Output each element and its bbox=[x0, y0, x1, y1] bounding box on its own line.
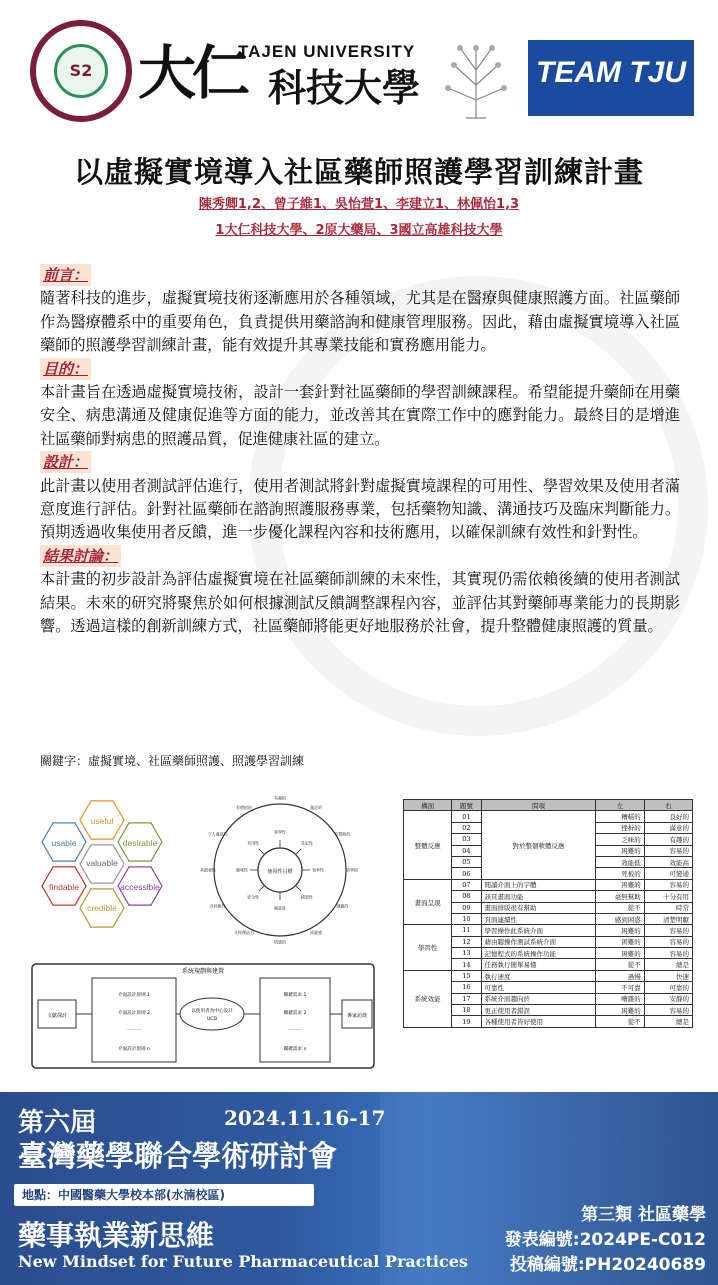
banner-conference-name: 臺灣藥學聯合學術研討會 bbox=[18, 1139, 338, 1173]
outer-goal-label: 令人滿意的 bbox=[207, 831, 228, 837]
banner-date: 2024.11.16-17 bbox=[224, 1106, 386, 1130]
inner-goal-label: 安全性 bbox=[247, 894, 260, 900]
item-number-cell: 06 bbox=[452, 868, 481, 879]
poster-header bbox=[0, 0, 718, 140]
item-text-cell: 對於整個軟體反應 bbox=[481, 811, 596, 879]
inner-goal-label: 錯誤性 bbox=[300, 894, 313, 900]
section-text: 此計畫以使用者測試評估進行，使用者測試將針對虛擬實境課程的可用性、學習效果及使用者滿意度進行評估。針對社區藥師在諮詢照護服務專業，包括藥物知識、溝通技巧及臨床判斷能力。預期透過收集使用者反饋，進一步優化課程內容和技術應用，以確保訓練有效性和針對性。 bbox=[40, 476, 680, 542]
right-anchor-cell: 容易的 bbox=[644, 948, 692, 959]
keywords: 關鍵字：虛擬實境、社區藥師照護、照護學習訓練 bbox=[40, 754, 305, 768]
left-anchor-cell: 困難的 bbox=[596, 845, 644, 856]
university-seal-logo bbox=[30, 20, 132, 122]
honeycomb-accessible: accessible bbox=[120, 882, 160, 892]
item-text-cell: 頁面連續性 bbox=[481, 913, 596, 924]
right-anchor-cell: 良好的 bbox=[644, 811, 692, 822]
left-anchor-cell: 從不 bbox=[596, 959, 644, 970]
banner-theme-english: New Mindset for Future Pharmaceutical Practices bbox=[18, 1252, 468, 1271]
right-anchor-cell: 總是 bbox=[644, 1016, 692, 1027]
left-anchor-cell: 挫折的 bbox=[596, 822, 644, 833]
right-anchor-cell: 十分有用 bbox=[644, 891, 692, 902]
item-text-cell: 執行速度 bbox=[481, 970, 596, 981]
item-number-cell: 04 bbox=[452, 845, 481, 856]
tree-logo-icon bbox=[436, 30, 516, 120]
abstract-body bbox=[40, 264, 680, 639]
inner-goal-label: 易記性 bbox=[300, 840, 313, 846]
group-name-cell: 畫面呈現 bbox=[404, 879, 452, 925]
item-number-cell: 19 bbox=[452, 1016, 481, 1027]
honeycomb-credible: credible bbox=[87, 903, 117, 913]
section-text: 本計畫旨在透過虛擬實境技術，設計一套針對社區藥師的學習訓練課程。希望能提升藥師在用藥安全、病患溝通及健康促進等方面的能力，並改善其在實際工作中的應對能力。最終目的是增進社區藥師對病患的照護品質，促進健康社區的建立。 bbox=[40, 383, 680, 448]
right-anchor-cell: 容易的 bbox=[644, 879, 692, 890]
seal-emblem-icon: S2 bbox=[69, 61, 93, 80]
item-number-cell: 02 bbox=[452, 822, 481, 833]
right-anchor-cell: 容易的 bbox=[644, 936, 692, 947]
left-anchor-cell: 困難的 bbox=[596, 879, 644, 890]
university-logo-chinese: 大仁 bbox=[138, 39, 247, 107]
flow-right-stage: 關鍵需求 1 bbox=[283, 993, 307, 998]
outer-goal-label: 成就感 bbox=[310, 929, 322, 935]
left-anchor-cell: 糟糕的 bbox=[596, 811, 644, 822]
section-purpose bbox=[40, 358, 680, 452]
item-number-cell: 08 bbox=[452, 891, 481, 902]
section-heading: 結果討論： bbox=[40, 545, 121, 567]
flow-center-line2: UCD bbox=[206, 1017, 218, 1022]
item-number-cell: 17 bbox=[452, 993, 481, 1004]
banner-edition: 第六屆 bbox=[18, 1108, 97, 1138]
right-anchor-cell: 可靠的 bbox=[644, 982, 692, 993]
item-text-cell: 任務執行簡單易懂 bbox=[481, 959, 596, 970]
section-design bbox=[40, 451, 680, 545]
left-anchor-cell: 感到困惑 bbox=[596, 913, 644, 924]
left-anchor-cell: 效能低 bbox=[596, 856, 644, 867]
item-number-cell: 16 bbox=[452, 982, 481, 993]
item-number-cell: 13 bbox=[452, 948, 481, 959]
left-anchor-cell: 死板的 bbox=[596, 868, 644, 879]
right-anchor-cell: 容易的 bbox=[644, 845, 692, 856]
right-anchor-cell: 效能高 bbox=[644, 856, 692, 867]
honeycomb-useful: useful bbox=[90, 816, 114, 826]
conference-banner bbox=[0, 1092, 718, 1285]
section-text: 隨著科技的進步，虛擬實境技術逐漸應用於各種領域，尤其是在醫療與健康照護方面。社區藥師作為醫療體系中的重要角色，負責提供用藥諮詢和健康管理服務。因此，藉由虛擬實境導入社區藥師的照護學習訓練計畫，能有效提升其專業技能和實務應用能力。 bbox=[40, 289, 680, 355]
university-logo-chinese-sub: 科技大學 bbox=[268, 65, 421, 110]
left-anchor-cell: 不可靠 bbox=[596, 982, 644, 993]
flow-right-node: 專家訪談 bbox=[346, 1013, 368, 1019]
outer-goal-label: 具回報性 bbox=[209, 903, 226, 909]
flow-right-stage: 關鍵需求 n bbox=[283, 1047, 307, 1052]
left-anchor-cell: 困難的 bbox=[596, 936, 644, 947]
table-row bbox=[404, 925, 693, 936]
item-text-cell: 系統介面趨向於 bbox=[481, 993, 596, 1004]
right-anchor-cell: 可變通 bbox=[644, 868, 692, 879]
circle-spoke bbox=[296, 849, 302, 855]
left-anchor-cell: 困難的 bbox=[596, 948, 644, 959]
flow-right-stage: 關鍵需求 2 bbox=[283, 1011, 307, 1016]
left-anchor-cell: 困難的 bbox=[596, 925, 644, 936]
flow-left-node: 文獻探討 bbox=[46, 1013, 68, 1019]
circle-spoke bbox=[296, 886, 302, 892]
item-number-cell: 05 bbox=[452, 856, 481, 867]
flow-title: 系統規劃與建置 bbox=[181, 968, 225, 975]
circle-spoke bbox=[259, 849, 265, 855]
outer-goal-label: 滿足的 bbox=[310, 805, 322, 811]
table-header: 左 bbox=[596, 800, 644, 811]
questionnaire-table bbox=[403, 799, 693, 1028]
usability-goals-circle-diagram bbox=[198, 790, 362, 950]
item-number-cell: 12 bbox=[452, 936, 481, 947]
flow-center-line1: 以使用者為中心設計 bbox=[191, 1009, 233, 1014]
item-text-cell: 閱讀介面上的字體 bbox=[481, 879, 596, 890]
flow-stage: 介面設計原則 n bbox=[118, 1047, 150, 1052]
group-name-cell: 系統效能 bbox=[404, 970, 452, 1027]
item-text-cell: 更正使用者錯誤 bbox=[481, 1005, 596, 1016]
item-text-cell: 可靠性 bbox=[481, 982, 596, 993]
banner-category: 第三類 社區藥學 bbox=[581, 1205, 706, 1225]
section-results bbox=[40, 545, 680, 639]
left-anchor-cell: 從不 bbox=[596, 1016, 644, 1027]
outer-goal-label: 有價值的 bbox=[236, 805, 252, 811]
banner-submission-code: 投稿編號:PH20240689 bbox=[509, 1255, 706, 1275]
inner-goal-label: 滿意度 bbox=[274, 905, 286, 911]
right-anchor-cell: 容易的 bbox=[644, 1005, 692, 1016]
right-anchor-cell: 時常 bbox=[644, 902, 692, 913]
section-intro bbox=[40, 264, 680, 358]
item-text-cell: 記憶程式的系統操作功能 bbox=[481, 948, 596, 959]
outer-goal-label: 支持創造力 bbox=[234, 929, 254, 935]
section-heading: 前言： bbox=[40, 264, 91, 286]
inner-goal-label: 效率性 bbox=[312, 867, 324, 873]
item-text-cell: 各種使用者皆好使用 bbox=[481, 1016, 596, 1027]
flow-stage: 介面設計原則 2 bbox=[118, 1011, 150, 1016]
item-number-cell: 11 bbox=[452, 925, 481, 936]
right-anchor-cell: 安靜的 bbox=[644, 993, 692, 1004]
table-row bbox=[404, 811, 693, 822]
left-anchor-cell: 乏味的 bbox=[596, 834, 644, 845]
group-name-cell: 學習性 bbox=[404, 925, 452, 971]
right-anchor-cell: 有趣的 bbox=[644, 834, 692, 845]
right-anchor-cell: 滿意的 bbox=[644, 822, 692, 833]
table-row bbox=[404, 879, 693, 890]
inner-goal-label: 趣味性 bbox=[236, 867, 248, 873]
table-header: 構面 bbox=[404, 800, 452, 811]
outer-goal-label: 情感的 bbox=[274, 939, 286, 945]
section-text: 本計畫的初步設計為評估虛擬實境在社區藥師訓練的未來性，其實現仍需依賴後續的使用者測試結果。未來的研究將聚焦於如何根據測試反饋調整課程內容，並評估其對藥師專業能力的長期影響。透過這樣的創新訓練方式，社區藥師將能更好地服務於社會，提升整體健康照護的質量。 bbox=[40, 570, 680, 636]
poster-title: 以虛擬實境導入社區藥師照護學習訓練計畫 bbox=[73, 155, 644, 189]
group-name-cell: 整體反應 bbox=[404, 811, 452, 879]
right-anchor-cell: 快速 bbox=[644, 970, 692, 981]
honeycomb-findable: findable bbox=[49, 882, 79, 892]
right-anchor-cell: 清楚明瞭 bbox=[644, 913, 692, 924]
flow-stage: 介面設計原則 1 bbox=[118, 993, 150, 998]
left-anchor-cell: 過慢 bbox=[596, 970, 644, 981]
left-anchor-cell: 毫無幫助 bbox=[596, 891, 644, 902]
author-list: 陳秀卿1,2、曾子維1、吳怡萱1、李建立1、林佩怡1,3 bbox=[198, 197, 520, 212]
university-logo-english: TAJEN UNIVERSITY bbox=[238, 42, 416, 61]
left-anchor-cell: 困難的 bbox=[596, 1005, 644, 1016]
circle-spoke bbox=[259, 886, 265, 892]
left-anchor-cell: 嘈雜的 bbox=[596, 993, 644, 1004]
right-anchor-cell: 容易的 bbox=[644, 925, 692, 936]
item-number-cell: 01 bbox=[452, 811, 481, 822]
outer-goal-label: 激勵的 bbox=[336, 903, 349, 909]
honeycomb-valuable: valuable bbox=[86, 858, 118, 868]
honeycomb-desirable: desirable bbox=[122, 838, 158, 848]
circle-center-label: 使用性目標 bbox=[267, 869, 293, 875]
item-number-cell: 09 bbox=[452, 902, 481, 913]
ux-honeycomb-diagram bbox=[38, 800, 166, 936]
item-text-cell: 畫面排版很有幫助 bbox=[481, 902, 596, 913]
item-text-cell: 藉由聽操作測試系統介面 bbox=[481, 936, 596, 947]
banner-location: 地點：中國醫藥大學校本部(水湳校區) bbox=[14, 1184, 314, 1206]
section-heading: 目的： bbox=[40, 358, 91, 380]
right-anchor-cell: 總是 bbox=[644, 959, 692, 970]
section-heading: 設計： bbox=[40, 451, 91, 473]
table-header: 右 bbox=[644, 800, 692, 811]
item-text-cell: 學習操作此系統介面 bbox=[481, 925, 596, 936]
team-tju-logo: TEAM TJU bbox=[528, 40, 694, 116]
banner-presentation-code: 發表編號:2024PE-C012 bbox=[504, 1230, 706, 1250]
flow-stage: ……… bbox=[127, 1027, 141, 1032]
outer-goal-label: 具啟發性 bbox=[200, 867, 216, 873]
inner-goal-label: 有用性 bbox=[247, 840, 260, 846]
table-row bbox=[404, 970, 693, 981]
item-number-cell: 10 bbox=[452, 913, 481, 924]
banner-theme: 藥事執業新思維 bbox=[18, 1219, 215, 1252]
table-header: 題號 bbox=[452, 800, 481, 811]
honeycomb-usable: usable bbox=[51, 838, 77, 848]
item-number-cell: 14 bbox=[452, 959, 481, 970]
item-number-cell: 18 bbox=[452, 1005, 481, 1016]
outer-goal-label: 有幫助的 bbox=[334, 831, 351, 837]
left-anchor-cell: 從不 bbox=[596, 902, 644, 913]
affiliation-list: 1大仁科技大學、2原大藥局、3國立高雄科技大學 bbox=[215, 223, 503, 238]
item-number-cell: 15 bbox=[452, 970, 481, 981]
table-header: 問項 bbox=[481, 800, 596, 811]
inner-goal-label: 易學性 bbox=[274, 829, 286, 835]
outer-goal-label: 有趣的 bbox=[274, 795, 286, 801]
flow-right-stage: ……… bbox=[288, 1027, 302, 1032]
item-text-cell: 該頁畫面功能 bbox=[481, 891, 596, 902]
outer-goal-label: 美學的 bbox=[346, 867, 358, 873]
system-planning-flowchart bbox=[30, 962, 376, 1070]
item-number-cell: 03 bbox=[452, 834, 481, 845]
item-number-cell: 07 bbox=[452, 879, 481, 890]
